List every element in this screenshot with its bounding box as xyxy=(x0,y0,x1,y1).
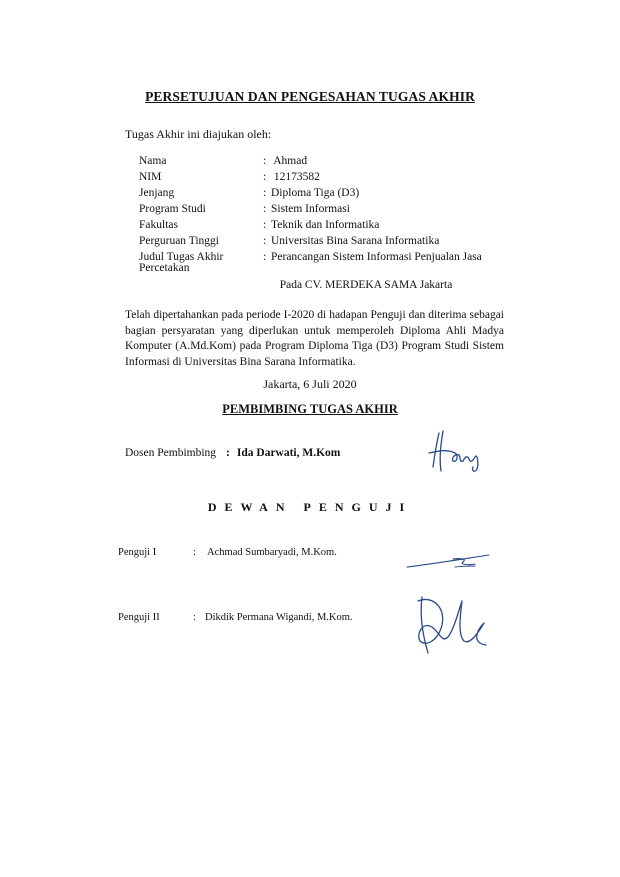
field-separator: : xyxy=(263,155,267,167)
field-value: Teknik dan Informatika xyxy=(271,219,380,231)
statement-paragraph: Telah dipertahankan pada periode I-2020 di hadapan Penguji dan diterima sebagai bagian persyaratan yang diperlukan untuk memperoleh Diploma Ahli Madya Komputer (A.Md.Kom) pada Program Diploma Tiga (D3) Program Studi Sistem Informasi di Universitas Bina Sarana Informatika. xyxy=(125,309,504,368)
field-value: 12173582 xyxy=(271,171,320,183)
penguji-1-signature xyxy=(405,549,495,574)
penguji-2-signature xyxy=(412,593,492,658)
field-label: Judul Tugas Akhir xyxy=(139,251,224,263)
field-label: NIM xyxy=(139,171,162,183)
penguji-label: Penguji II xyxy=(118,612,160,623)
dosen-separator: : xyxy=(226,447,230,459)
field-label: Jenjang xyxy=(139,187,175,199)
field-separator: : xyxy=(263,235,267,247)
field-label: Program Studi xyxy=(139,203,206,215)
pembimbing-title: PEMBIMBING TUGAS AKHIR xyxy=(222,402,398,416)
intro-text: Tugas Akhir ini diajukan oleh: xyxy=(125,127,272,141)
dosen-signature xyxy=(425,427,485,477)
field-separator: : xyxy=(263,187,267,199)
field-separator: : xyxy=(263,219,267,231)
dosen-name: Ida Darwati, M.Kom xyxy=(236,447,341,459)
penguji-row-1 xyxy=(118,547,337,558)
penguji-label: Penguji I xyxy=(118,547,157,558)
field-value: Diploma Tiga (D3) xyxy=(271,187,360,199)
judul-value-cont: Pada CV. MERDEKA SAMA Jakarta xyxy=(279,279,453,291)
field-value: Perancangan Sistem Informasi Penjualan Jasa xyxy=(271,251,482,263)
dosen-row xyxy=(125,447,340,459)
field-label: Nama xyxy=(139,155,167,167)
penguji-separator: : xyxy=(193,547,196,558)
penguji-name: Dikdik Permana Wigandi, M.Kom. xyxy=(205,612,353,623)
field-value: Ahmad xyxy=(271,155,308,167)
place-date: Jakarta, 6 Juli 2020 xyxy=(263,377,357,391)
field-label: Fakultas xyxy=(139,219,178,231)
field-separator: : xyxy=(263,171,267,183)
dosen-label: Dosen Pembimbing xyxy=(125,447,217,459)
field-value: Universitas Bina Sarana Informatika xyxy=(271,235,440,247)
penguji-name: Achmad Sumbaryadi, M.Kom. xyxy=(205,547,337,558)
field-label: Perguruan Tinggi xyxy=(139,235,219,247)
page-title: PERSETUJUAN DAN PENGESAHAN TUGAS AKHIR xyxy=(145,89,475,104)
field-separator: : xyxy=(263,203,267,215)
penguji-row-2 xyxy=(118,612,353,623)
dewan-penguji-title: DEWAN PENGUJI xyxy=(207,500,413,514)
penguji-separator: : xyxy=(193,612,196,623)
field-label-cont: Percetakan xyxy=(139,262,190,274)
field-separator: : xyxy=(263,251,267,263)
field-value: Sistem Informasi xyxy=(271,203,350,215)
